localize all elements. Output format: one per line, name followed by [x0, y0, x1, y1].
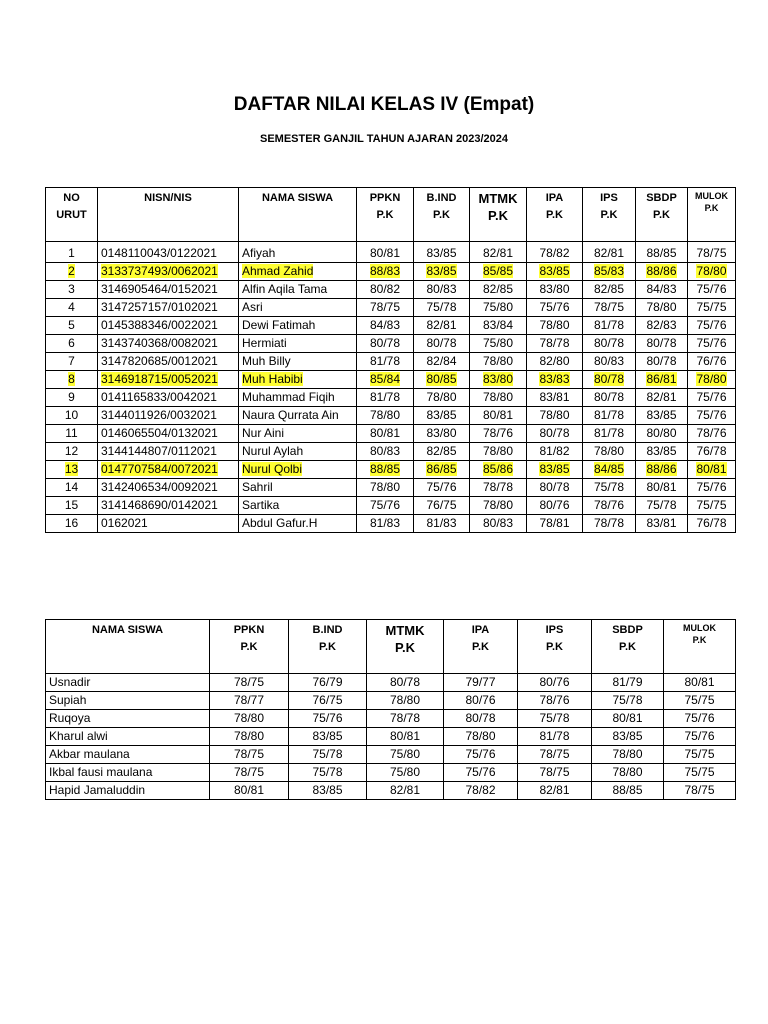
cell-ppkn: 78/75 [210, 764, 289, 782]
cell-nama: Akbar maulana [46, 746, 210, 764]
cell-nama: Alfin Aqila Tama [239, 281, 357, 299]
cell-mtmk: 78/80 [470, 389, 527, 407]
cell-bind: 76/75 [289, 692, 367, 710]
cell-nama: Muh Billy [239, 353, 357, 371]
header-sbdp: SBDP P.K [636, 188, 688, 242]
cell-nisn: 3133737493/0062021 [98, 263, 239, 281]
cell-no: 11 [46, 425, 98, 443]
cell-nisn: 0141165833/0042021 [98, 389, 239, 407]
header-nama: NAMA SISWA [239, 188, 357, 242]
cell-ips: 75/78 [583, 479, 636, 497]
cell-nama: Kharul alwi [46, 728, 210, 746]
cell-bind: 76/79 [289, 674, 367, 692]
header-ips: IPS P.K [518, 620, 592, 674]
cell-ipa: 78/81 [527, 515, 583, 533]
header-nama: NAMA SISWA [46, 620, 210, 674]
cell-ipa: 78/82 [444, 782, 518, 800]
cell-no: 16 [46, 515, 98, 533]
cell-mulok: 76/76 [688, 353, 736, 371]
cell-ips: 82/85 [583, 281, 636, 299]
cell-ips: 78/75 [518, 746, 592, 764]
cell-sbdp: 78/80 [592, 764, 664, 782]
page-title: DAFTAR NILAI KELAS IV (Empat) [233, 94, 535, 115]
cell-ppkn: 80/78 [357, 335, 414, 353]
cell-nisn: 3144144807/0112021 [98, 443, 239, 461]
cell-mtmk: 82/81 [367, 782, 444, 800]
cell-mulok: 75/75 [664, 764, 736, 782]
table-row [46, 674, 736, 692]
cell-mtmk: 75/80 [367, 764, 444, 782]
cell-nama: Sahril [239, 479, 357, 497]
cell-no: 10 [46, 407, 98, 425]
cell-nama: Ikbal fausi maulana [46, 764, 210, 782]
cell-ppkn: 78/80 [357, 479, 414, 497]
cell-mtmk: 78/80 [367, 692, 444, 710]
cell-bind: 75/76 [414, 479, 470, 497]
cell-ips: 75/78 [518, 710, 592, 728]
cell-bind: 83/85 [289, 728, 367, 746]
cell-sbdp: 78/80 [592, 746, 664, 764]
cell-mulok: 75/76 [688, 479, 736, 497]
cell-ppkn: 78/75 [210, 674, 289, 692]
cell-nama: Nurul Qolbi [239, 461, 357, 479]
table-header-row [46, 620, 736, 674]
cell-no: 6 [46, 335, 98, 353]
cell-ipa: 80/78 [444, 710, 518, 728]
cell-nisn: 0147707584/0072021 [98, 461, 239, 479]
cell-mulok: 78/75 [664, 782, 736, 800]
cell-ppkn: 84/83 [357, 317, 414, 335]
cell-no: 7 [46, 353, 98, 371]
cell-ips: 81/78 [583, 317, 636, 335]
cell-mtmk: 78/78 [470, 479, 527, 497]
cell-bind: 75/76 [289, 710, 367, 728]
cell-nama: Muhammad Fiqih [239, 389, 357, 407]
cell-ppkn: 75/76 [357, 497, 414, 515]
cell-nisn: 3144011926/0032021 [98, 407, 239, 425]
table-row [46, 728, 736, 746]
table-row [46, 407, 736, 425]
cell-no: 4 [46, 299, 98, 317]
cell-nisn: 3143740368/0082021 [98, 335, 239, 353]
cell-ipa: 78/80 [444, 728, 518, 746]
cell-sbdp: 82/83 [636, 317, 688, 335]
cell-nisn: 0148110043/0122021 [98, 242, 239, 263]
cell-sbdp: 88/85 [636, 242, 688, 263]
table-header-row [46, 188, 736, 242]
cell-nama: Hapid Jamaluddin [46, 782, 210, 800]
cell-bind: 82/85 [414, 443, 470, 461]
cell-sbdp: 80/81 [636, 479, 688, 497]
cell-ipa: 75/76 [444, 764, 518, 782]
cell-ipa: 83/85 [527, 263, 583, 281]
cell-nama: Abdul Gafur.H [239, 515, 357, 533]
cell-mulok: 75/75 [664, 746, 736, 764]
cell-ips: 80/78 [583, 389, 636, 407]
cell-ipa: 83/83 [527, 371, 583, 389]
cell-sbdp: 88/85 [592, 782, 664, 800]
cell-nisn: 3142406534/0092021 [98, 479, 239, 497]
cell-nama: Sartika [239, 497, 357, 515]
header-mtmk: MTMK P.K [470, 188, 527, 242]
cell-ips: 78/80 [583, 443, 636, 461]
cell-sbdp: 84/83 [636, 281, 688, 299]
cell-bind: 75/78 [289, 746, 367, 764]
cell-ips: 81/78 [583, 407, 636, 425]
cell-ipa: 80/78 [527, 425, 583, 443]
header-bind: B.IND P.K [414, 188, 470, 242]
cell-ips: 80/78 [583, 371, 636, 389]
table-row [46, 710, 736, 728]
grades-table-additional [45, 619, 736, 800]
cell-ppkn: 80/81 [210, 782, 289, 800]
cell-mulok: 75/76 [688, 281, 736, 299]
cell-nama: Naura Qurrata Ain [239, 407, 357, 425]
cell-no: 13 [46, 461, 98, 479]
header-sbdp: SBDP P.K [592, 620, 664, 674]
cell-ppkn: 78/80 [210, 710, 289, 728]
cell-nama: Usnadir [46, 674, 210, 692]
cell-ips: 82/81 [583, 242, 636, 263]
cell-mulok: 75/76 [664, 710, 736, 728]
cell-sbdp: 80/81 [592, 710, 664, 728]
cell-ppkn: 78/80 [357, 407, 414, 425]
table-row [46, 443, 736, 461]
cell-ipa: 81/82 [527, 443, 583, 461]
cell-bind: 80/78 [414, 335, 470, 353]
cell-bind: 83/85 [414, 242, 470, 263]
cell-ipa: 80/76 [527, 497, 583, 515]
cell-ips: 78/75 [518, 764, 592, 782]
cell-ipa: 78/82 [527, 242, 583, 263]
cell-sbdp: 86/81 [636, 371, 688, 389]
cell-ipa: 83/80 [527, 281, 583, 299]
cell-mulok: 75/75 [688, 497, 736, 515]
cell-ipa: 78/80 [527, 317, 583, 335]
cell-nama: Supiah [46, 692, 210, 710]
table-row [46, 746, 736, 764]
cell-nama: Ahmad Zahid [239, 263, 357, 281]
cell-nisn: 3141468690/0142021 [98, 497, 239, 515]
cell-mtmk: 85/85 [470, 263, 527, 281]
header-ipa: IPA P.K [527, 188, 583, 242]
cell-sbdp: 83/85 [636, 407, 688, 425]
cell-mulok: 75/76 [688, 389, 736, 407]
cell-no: 3 [46, 281, 98, 299]
cell-bind: 75/78 [414, 299, 470, 317]
header-mtmk: MTMK P.K [367, 620, 444, 674]
cell-mulok: 75/75 [688, 299, 736, 317]
cell-mtmk: 78/78 [367, 710, 444, 728]
table-row [46, 299, 736, 317]
cell-no: 1 [46, 242, 98, 263]
cell-ips: 82/81 [518, 782, 592, 800]
cell-nisn: 0146065504/0132021 [98, 425, 239, 443]
cell-nama: Nur Aini [239, 425, 357, 443]
cell-mulok: 75/75 [664, 692, 736, 710]
cell-mtmk: 80/81 [367, 728, 444, 746]
cell-ppkn: 88/83 [357, 263, 414, 281]
cell-mtmk: 78/80 [470, 443, 527, 461]
cell-mulok: 78/76 [688, 425, 736, 443]
cell-ipa: 79/77 [444, 674, 518, 692]
cell-mulok: 76/78 [688, 443, 736, 461]
cell-mulok: 75/76 [664, 728, 736, 746]
table-row [46, 479, 736, 497]
cell-ppkn: 85/84 [357, 371, 414, 389]
cell-bind: 78/80 [414, 389, 470, 407]
cell-nama: Nurul Aylah [239, 443, 357, 461]
cell-ppkn: 88/85 [357, 461, 414, 479]
cell-ppkn: 81/78 [357, 389, 414, 407]
table-row [46, 497, 736, 515]
cell-ppkn: 81/78 [357, 353, 414, 371]
table-row [46, 389, 736, 407]
header-mulok: MULOK P.K [688, 188, 736, 242]
cell-ipa: 75/76 [444, 746, 518, 764]
cell-ips: 78/76 [583, 497, 636, 515]
cell-ips: 80/78 [583, 335, 636, 353]
cell-mtmk: 78/80 [470, 497, 527, 515]
cell-sbdp: 83/85 [636, 443, 688, 461]
cell-nama: Ruqoya [46, 710, 210, 728]
cell-no: 8 [46, 371, 98, 389]
table-row [46, 425, 736, 443]
cell-sbdp: 80/80 [636, 425, 688, 443]
cell-ips: 81/78 [583, 425, 636, 443]
cell-ppkn: 78/80 [210, 728, 289, 746]
header-ppkn: PPKN P.K [210, 620, 289, 674]
cell-sbdp: 80/78 [636, 335, 688, 353]
cell-ppkn: 78/77 [210, 692, 289, 710]
header-ipa: IPA P.K [444, 620, 518, 674]
page-subtitle: SEMESTER GANJIL TAHUN AJARAN 2023/2024 [260, 133, 508, 145]
cell-ppkn: 80/83 [357, 443, 414, 461]
cell-bind: 76/75 [414, 497, 470, 515]
cell-mtmk: 85/86 [470, 461, 527, 479]
table-row [46, 317, 736, 335]
table-row [46, 353, 736, 371]
cell-no: 5 [46, 317, 98, 335]
header-nisn: NISN/NIS [98, 188, 239, 242]
table-row [46, 242, 736, 263]
cell-ips: 85/83 [583, 263, 636, 281]
cell-ips: 80/83 [583, 353, 636, 371]
cell-sbdp: 82/81 [636, 389, 688, 407]
cell-mtmk: 75/80 [470, 335, 527, 353]
cell-bind: 83/85 [414, 407, 470, 425]
cell-mtmk: 83/84 [470, 317, 527, 335]
cell-mulok: 78/80 [688, 371, 736, 389]
cell-mtmk: 83/80 [470, 371, 527, 389]
cell-sbdp: 88/86 [636, 461, 688, 479]
cell-nisn: 3146918715/0052021 [98, 371, 239, 389]
cell-ipa: 78/80 [527, 407, 583, 425]
cell-nama: Afiyah [239, 242, 357, 263]
table-row [46, 371, 736, 389]
cell-ips: 81/78 [518, 728, 592, 746]
cell-no: 2 [46, 263, 98, 281]
cell-ipa: 78/78 [527, 335, 583, 353]
cell-nisn: 3146905464/0152021 [98, 281, 239, 299]
header-ips: IPS P.K [583, 188, 636, 242]
cell-bind: 83/85 [414, 263, 470, 281]
cell-nisn: 0162021 [98, 515, 239, 533]
cell-ips: 80/76 [518, 674, 592, 692]
cell-ipa: 80/78 [527, 479, 583, 497]
cell-sbdp: 75/78 [636, 497, 688, 515]
cell-ipa: 83/81 [527, 389, 583, 407]
table-row [46, 764, 736, 782]
cell-bind: 83/80 [414, 425, 470, 443]
table-row [46, 335, 736, 353]
cell-ipa: 75/76 [527, 299, 583, 317]
cell-nama: Muh Habibi [239, 371, 357, 389]
cell-sbdp: 78/80 [636, 299, 688, 317]
cell-nisn: 0145388346/0022021 [98, 317, 239, 335]
cell-mtmk: 75/80 [470, 299, 527, 317]
cell-mtmk: 78/80 [470, 353, 527, 371]
table-row [46, 461, 736, 479]
grades-table-main [45, 187, 736, 533]
cell-bind: 82/81 [414, 317, 470, 335]
cell-mtmk: 82/81 [470, 242, 527, 263]
cell-bind: 83/85 [289, 782, 367, 800]
cell-bind: 80/85 [414, 371, 470, 389]
cell-mulok: 78/80 [688, 263, 736, 281]
cell-sbdp: 75/78 [592, 692, 664, 710]
cell-bind: 81/83 [414, 515, 470, 533]
cell-mtmk: 78/76 [470, 425, 527, 443]
cell-no: 12 [46, 443, 98, 461]
cell-nisn: 3147257157/0102021 [98, 299, 239, 317]
cell-ppkn: 80/82 [357, 281, 414, 299]
cell-mulok: 78/75 [688, 242, 736, 263]
cell-sbdp: 81/79 [592, 674, 664, 692]
header-bind: B.IND P.K [289, 620, 367, 674]
cell-ppkn: 80/81 [357, 425, 414, 443]
cell-mtmk: 80/81 [470, 407, 527, 425]
cell-ips: 78/76 [518, 692, 592, 710]
cell-nama: Hermiati [239, 335, 357, 353]
cell-ppkn: 80/81 [357, 242, 414, 263]
cell-mulok: 80/81 [688, 461, 736, 479]
table-row [46, 782, 736, 800]
cell-ppkn: 78/75 [357, 299, 414, 317]
cell-bind: 82/84 [414, 353, 470, 371]
cell-ipa: 80/76 [444, 692, 518, 710]
cell-mulok: 76/78 [688, 515, 736, 533]
cell-nama: Asri [239, 299, 357, 317]
header-ppkn: PPKN P.K [357, 188, 414, 242]
cell-no: 14 [46, 479, 98, 497]
cell-ipa: 82/80 [527, 353, 583, 371]
cell-mulok: 75/76 [688, 317, 736, 335]
table-row [46, 515, 736, 533]
table-row [46, 692, 736, 710]
cell-ips: 84/85 [583, 461, 636, 479]
cell-mtmk: 75/80 [367, 746, 444, 764]
cell-ppkn: 81/83 [357, 515, 414, 533]
cell-sbdp: 83/81 [636, 515, 688, 533]
cell-mulok: 75/76 [688, 335, 736, 353]
cell-ppkn: 78/75 [210, 746, 289, 764]
cell-sbdp: 80/78 [636, 353, 688, 371]
cell-sbdp: 83/85 [592, 728, 664, 746]
cell-sbdp: 88/86 [636, 263, 688, 281]
cell-mulok: 80/81 [664, 674, 736, 692]
cell-mulok: 75/76 [688, 407, 736, 425]
cell-nama: Dewi Fatimah [239, 317, 357, 335]
table-row [46, 281, 736, 299]
cell-bind: 86/85 [414, 461, 470, 479]
table-row [46, 263, 736, 281]
cell-mtmk: 80/78 [367, 674, 444, 692]
cell-ips: 78/78 [583, 515, 636, 533]
cell-nisn: 3147820685/0012021 [98, 353, 239, 371]
header-no: NO URUT [46, 188, 98, 242]
cell-bind: 75/78 [289, 764, 367, 782]
cell-bind: 80/83 [414, 281, 470, 299]
header-mulok: MULOK P.K [664, 620, 736, 674]
cell-no: 9 [46, 389, 98, 407]
cell-no: 15 [46, 497, 98, 515]
cell-mtmk: 80/83 [470, 515, 527, 533]
cell-ips: 78/75 [583, 299, 636, 317]
cell-mtmk: 82/85 [470, 281, 527, 299]
cell-ipa: 83/85 [527, 461, 583, 479]
